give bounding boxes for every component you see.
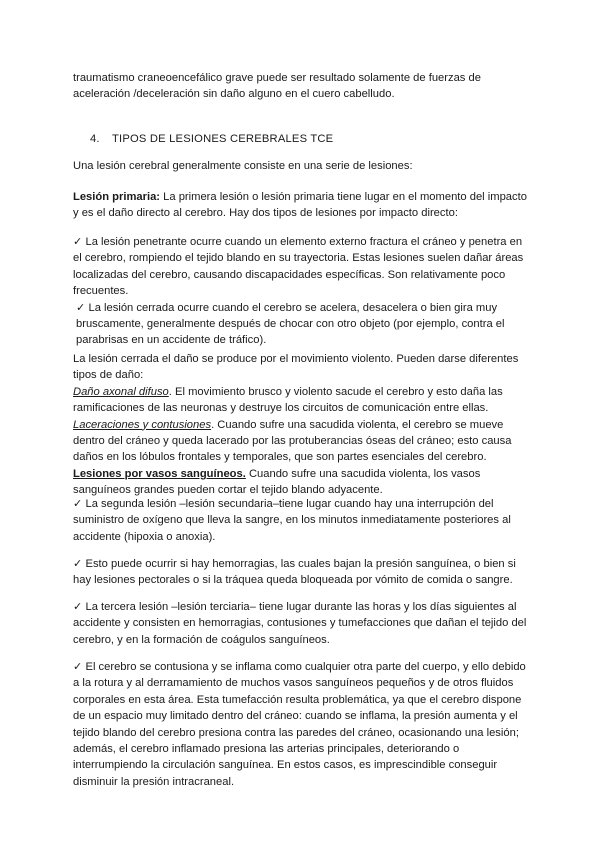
vascular-injury-text: Cuando sufre una sacudida violenta, los vasos sanguíneos grandes pueden cortar el tejido blando adyacente. [73,467,481,497]
check-icon: ✓ [73,661,83,673]
secondary-injury-item [73,496,533,545]
vascular-injury-term: Lesiones por vasos sanguíneos. [73,467,246,480]
closed-injury-damage-section [73,351,533,499]
penetrating-injury-text: La lesión penetrante ocurre cuando un elemento externo fractura el cráneo y penetra en el cerebro, rompiendo el tejido blando en su trayectoria. Estas lesiones suelen dañar áreas localizadas del cerebro, causando discapacidades específicas. Son relativamente poco frecuentes. [73,236,524,298]
check-icon: ✓ [73,601,83,613]
direct-impact-list [73,234,533,349]
diffuse-axonal-damage-text: . El movimiento brusco y violento sacude el cerebro y esto daña las ramificaciones de las neuronas y destruye los circuitos de comunicación entre ellas. [73,385,503,415]
penetrating-injury-item [73,234,533,300]
check-icon: ✓ [76,301,86,314]
lacerations-item [73,417,533,466]
hemorrhage-text: Esto puede ocurrir si hay hemorragias, las cuales bajan la presión sanguínea, o bien si hay lesiones pectorales o si la tráquea queda bloqueada por vómito de comida o sangre. [73,558,516,587]
brain-swelling-item [73,659,533,790]
damage-types-intro: La lesión cerrada el daño se produce por el movimiento violento. Pueden darse diferentes tipos de daño: [73,353,519,382]
section-title: TIPOS DE LESIONES CEREBRALES TCE [112,133,334,145]
diffuse-axonal-damage-term: Daño axonal difuso [73,385,169,398]
check-icon: ✓ [73,498,83,510]
section-number: 4. [90,133,100,145]
tertiary-injury-text: La tercera lesión –lesión terciaria– tiene lugar durante las horas y los días siguientes al accidente y consisten en hemorragias, contusiones y tumefacciones que dañan el tejido del cerebro, y en la formación de coágulos sanguíneos. [73,601,527,646]
lacerations-text: . Cuando sufre una sacudida violenta, el cerebro se mueve dentro del cráneo y queda lacerado por las protuberancias óseas del cráneo; esto causa daños en los lóbulos frontales y temporales, que son partes esenciales del cerebro. [73,418,512,464]
secondary-injury-text: La segunda lesión –lesión secundaria–tiene lugar cuando hay una interrupción del suministro de oxígeno que lleva la sangre, en los minutos inmediatamente posteriores al accidente (hipoxia o anoxia). [73,498,511,543]
primary-injury-text: La primera lesión o lesión primaria tiene lugar en el momento del impacto y es el daño directo al cerebro. Hay dos tipos de lesiones por impacto directo: [73,191,527,220]
primary-injury-paragraph [73,189,533,222]
lacerations-term: Laceraciones y contusiones [73,418,212,431]
check-icon: ✓ [73,236,83,248]
hemorrhage-item [73,556,533,589]
diffuse-axonal-damage-item [73,384,533,417]
brain-swelling-text: El cerebro se contusiona y se inflama como cualquier otra parte del cuerpo, y ello debido a la rotura y al derramamiento de muchos vasos sanguíneos pequeños y de otros fluidos corporales en esta área. Esta tumefacción resulta problemática, ya que el cerebro dispone de un espacio muy limitado dentro del cráneo: cuando se inflama, la presión aumenta y el tejido blando del cerebro presiona contra las paredes del cráneo, ocasionando una lesión; además, el cerebro inflamado presiona las arterias principales, deteriorando o interrumpiendo la circulación sanguínea. En estos casos, es imprescindible conseguir disminuir la presión intracraneal. [73,661,526,788]
section-heading [90,131,333,147]
intro-paragraph: traumatismo craneoencefálico grave puede ser resultado solamente de fuerzas de aceleración /deceleración sin daño alguno en el cuero cabelludo. [73,72,481,101]
closed-injury-text: La lesión cerrada ocurre cuando el cerebro se acelera, desacelera o bien gira muy bruscamente, generalmente después de chocar con otro objeto (por ejemplo, contra el parabrisas en un accidente de tráfico). [76,301,505,347]
check-icon: ✓ [73,558,83,570]
vascular-injury-item [73,466,533,499]
primary-injury-term: Lesión primaria: [73,191,161,203]
closed-injury-item [73,300,533,349]
lead-sentence: Una lesión cerebral generalmente consiste en una serie de lesiones: [73,160,413,172]
tertiary-injury-item [73,599,533,648]
